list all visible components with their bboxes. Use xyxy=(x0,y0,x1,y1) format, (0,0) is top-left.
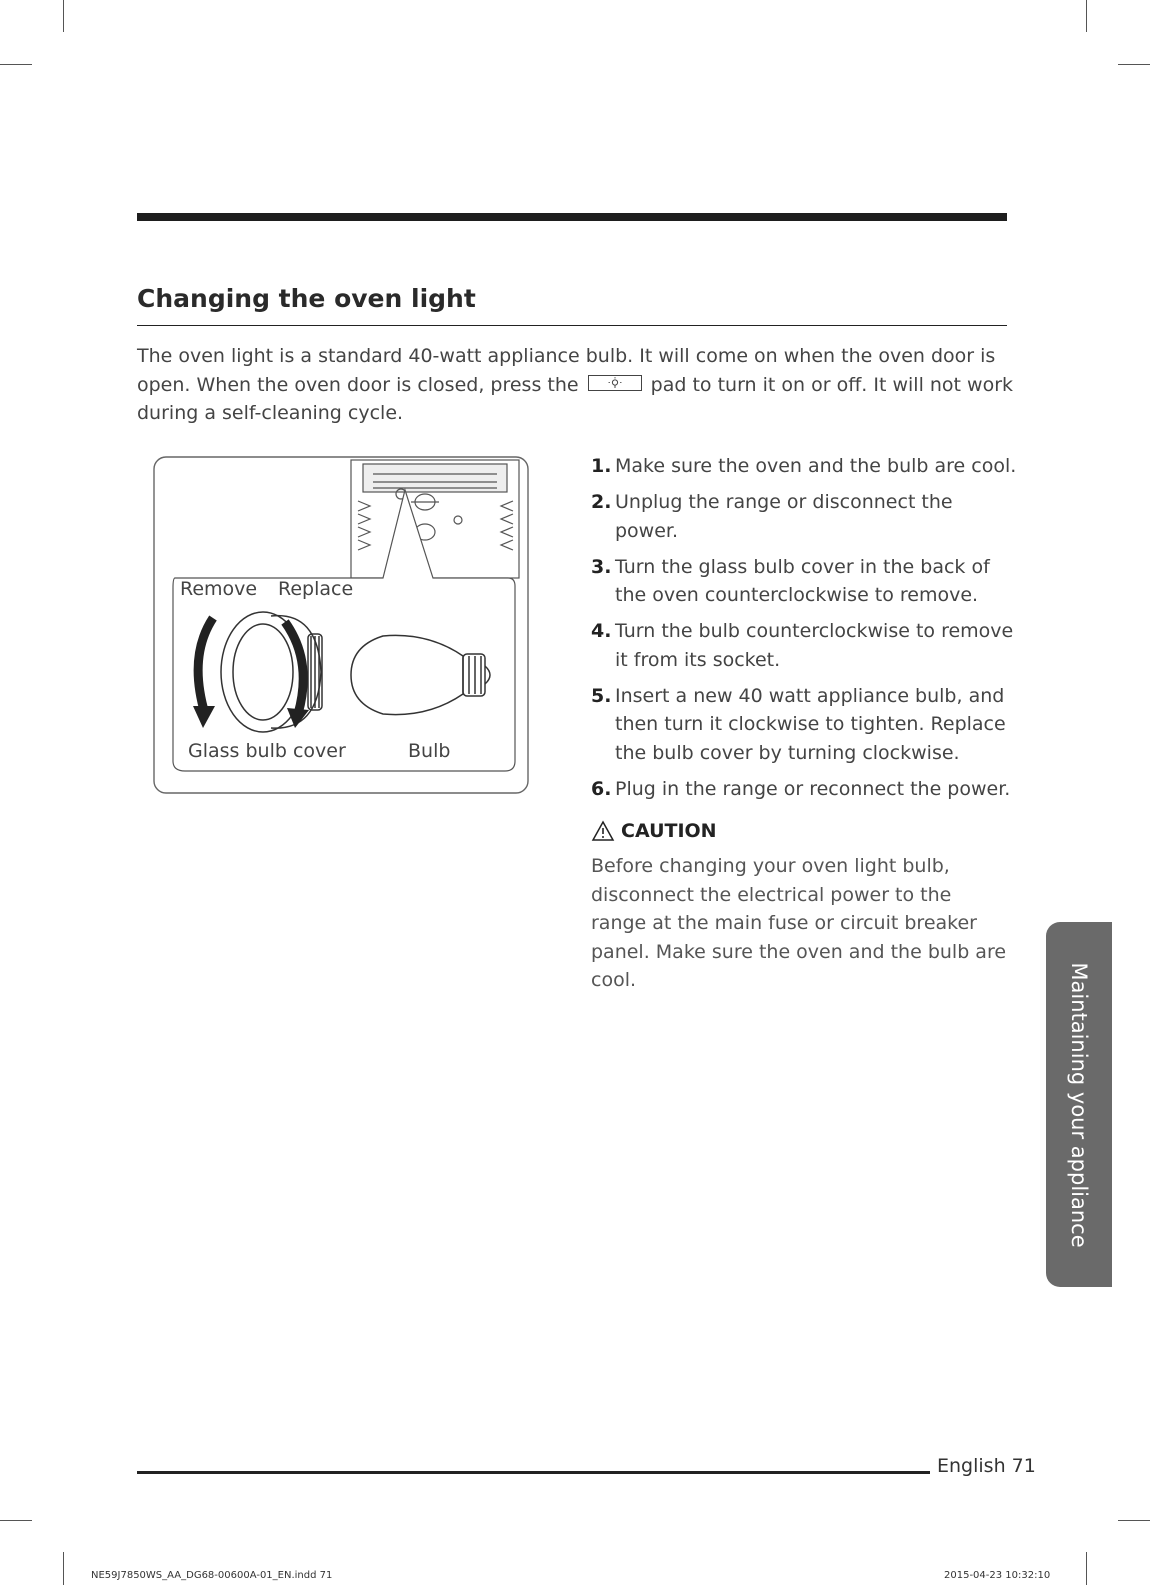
step-item xyxy=(591,452,1021,481)
step-text: Turn the bulb counterclockwise to remove it from its socket. xyxy=(615,620,1014,671)
oven-light-figure xyxy=(153,456,533,802)
step-number: 5. xyxy=(591,684,612,707)
intro-text-before: The oven light is a standard 40-watt appliance bulb. It will come on when the oven door is open. When the oven door is closed, press the xyxy=(137,345,996,396)
caution-heading xyxy=(591,820,717,842)
label-glass-bulb-cover: Glass bulb cover xyxy=(188,740,346,762)
caution-heading-text: CAUTION xyxy=(621,820,717,842)
step-item xyxy=(591,488,1021,545)
print-slug-left: NE59J7850WS_AA_DG68-00600A-01_EN.indd 71 xyxy=(91,1570,333,1581)
step-text: Make sure the oven and the bulb are cool. xyxy=(615,455,1017,477)
print-slug-right: 2015-04-23 10:32:10 xyxy=(944,1570,1051,1581)
intro-text-after: pad to turn it on or off. It will not work during a self-cleaning cycle. xyxy=(137,373,1014,424)
side-tab-label: Maintaining your appliance xyxy=(1067,961,1091,1248)
warning-triangle-icon xyxy=(591,820,615,842)
label-bulb: Bulb xyxy=(408,740,451,762)
label-replace: Replace xyxy=(278,578,354,600)
page-number: English 71 xyxy=(937,1455,1036,1477)
label-remove: Remove xyxy=(180,578,258,600)
crop-mark xyxy=(1118,64,1150,65)
step-text: Unplug the range or disconnect the power. xyxy=(615,491,953,542)
title-underline xyxy=(137,325,1007,326)
footer-rule xyxy=(137,1471,930,1474)
steps-list xyxy=(591,452,1021,811)
step-text: Turn the glass bulb cover in the back of the oven counterclockwise to remove. xyxy=(615,555,990,606)
crop-mark xyxy=(63,0,64,32)
intro-paragraph xyxy=(137,342,1017,428)
section-side-tab xyxy=(1046,922,1112,1287)
crop-mark xyxy=(1086,1552,1087,1585)
crop-mark xyxy=(1086,0,1087,32)
crop-mark xyxy=(1118,1520,1150,1521)
light-pad-icon xyxy=(588,375,642,391)
step-item xyxy=(591,775,1021,804)
step-number: 6. xyxy=(591,777,612,800)
crop-mark xyxy=(0,1520,32,1521)
step-text: Insert a new 40 watt appliance bulb, and then turn it clockwise to tighten. Replace the bulb cover by turning clockwise. xyxy=(615,684,1006,764)
step-item xyxy=(591,553,1021,610)
crop-mark xyxy=(63,1552,64,1585)
step-number: 4. xyxy=(591,620,612,642)
step-number: 1. xyxy=(591,455,612,477)
step-number: 2. xyxy=(591,491,612,513)
step-text: Plug in the range or reconnect the power. xyxy=(615,777,1011,800)
crop-mark xyxy=(0,64,32,65)
step-number: 3. xyxy=(591,555,612,578)
step-item xyxy=(591,682,1021,768)
step-item xyxy=(591,617,1021,674)
page-title: Changing the oven light xyxy=(137,284,476,313)
section-top-rule xyxy=(137,213,1007,221)
caution-text: Before changing your oven light bulb, disconnect the electrical power to the range at the main fuse or circuit breaker panel. Make sure the oven and the bulb are cool. xyxy=(591,855,1007,991)
